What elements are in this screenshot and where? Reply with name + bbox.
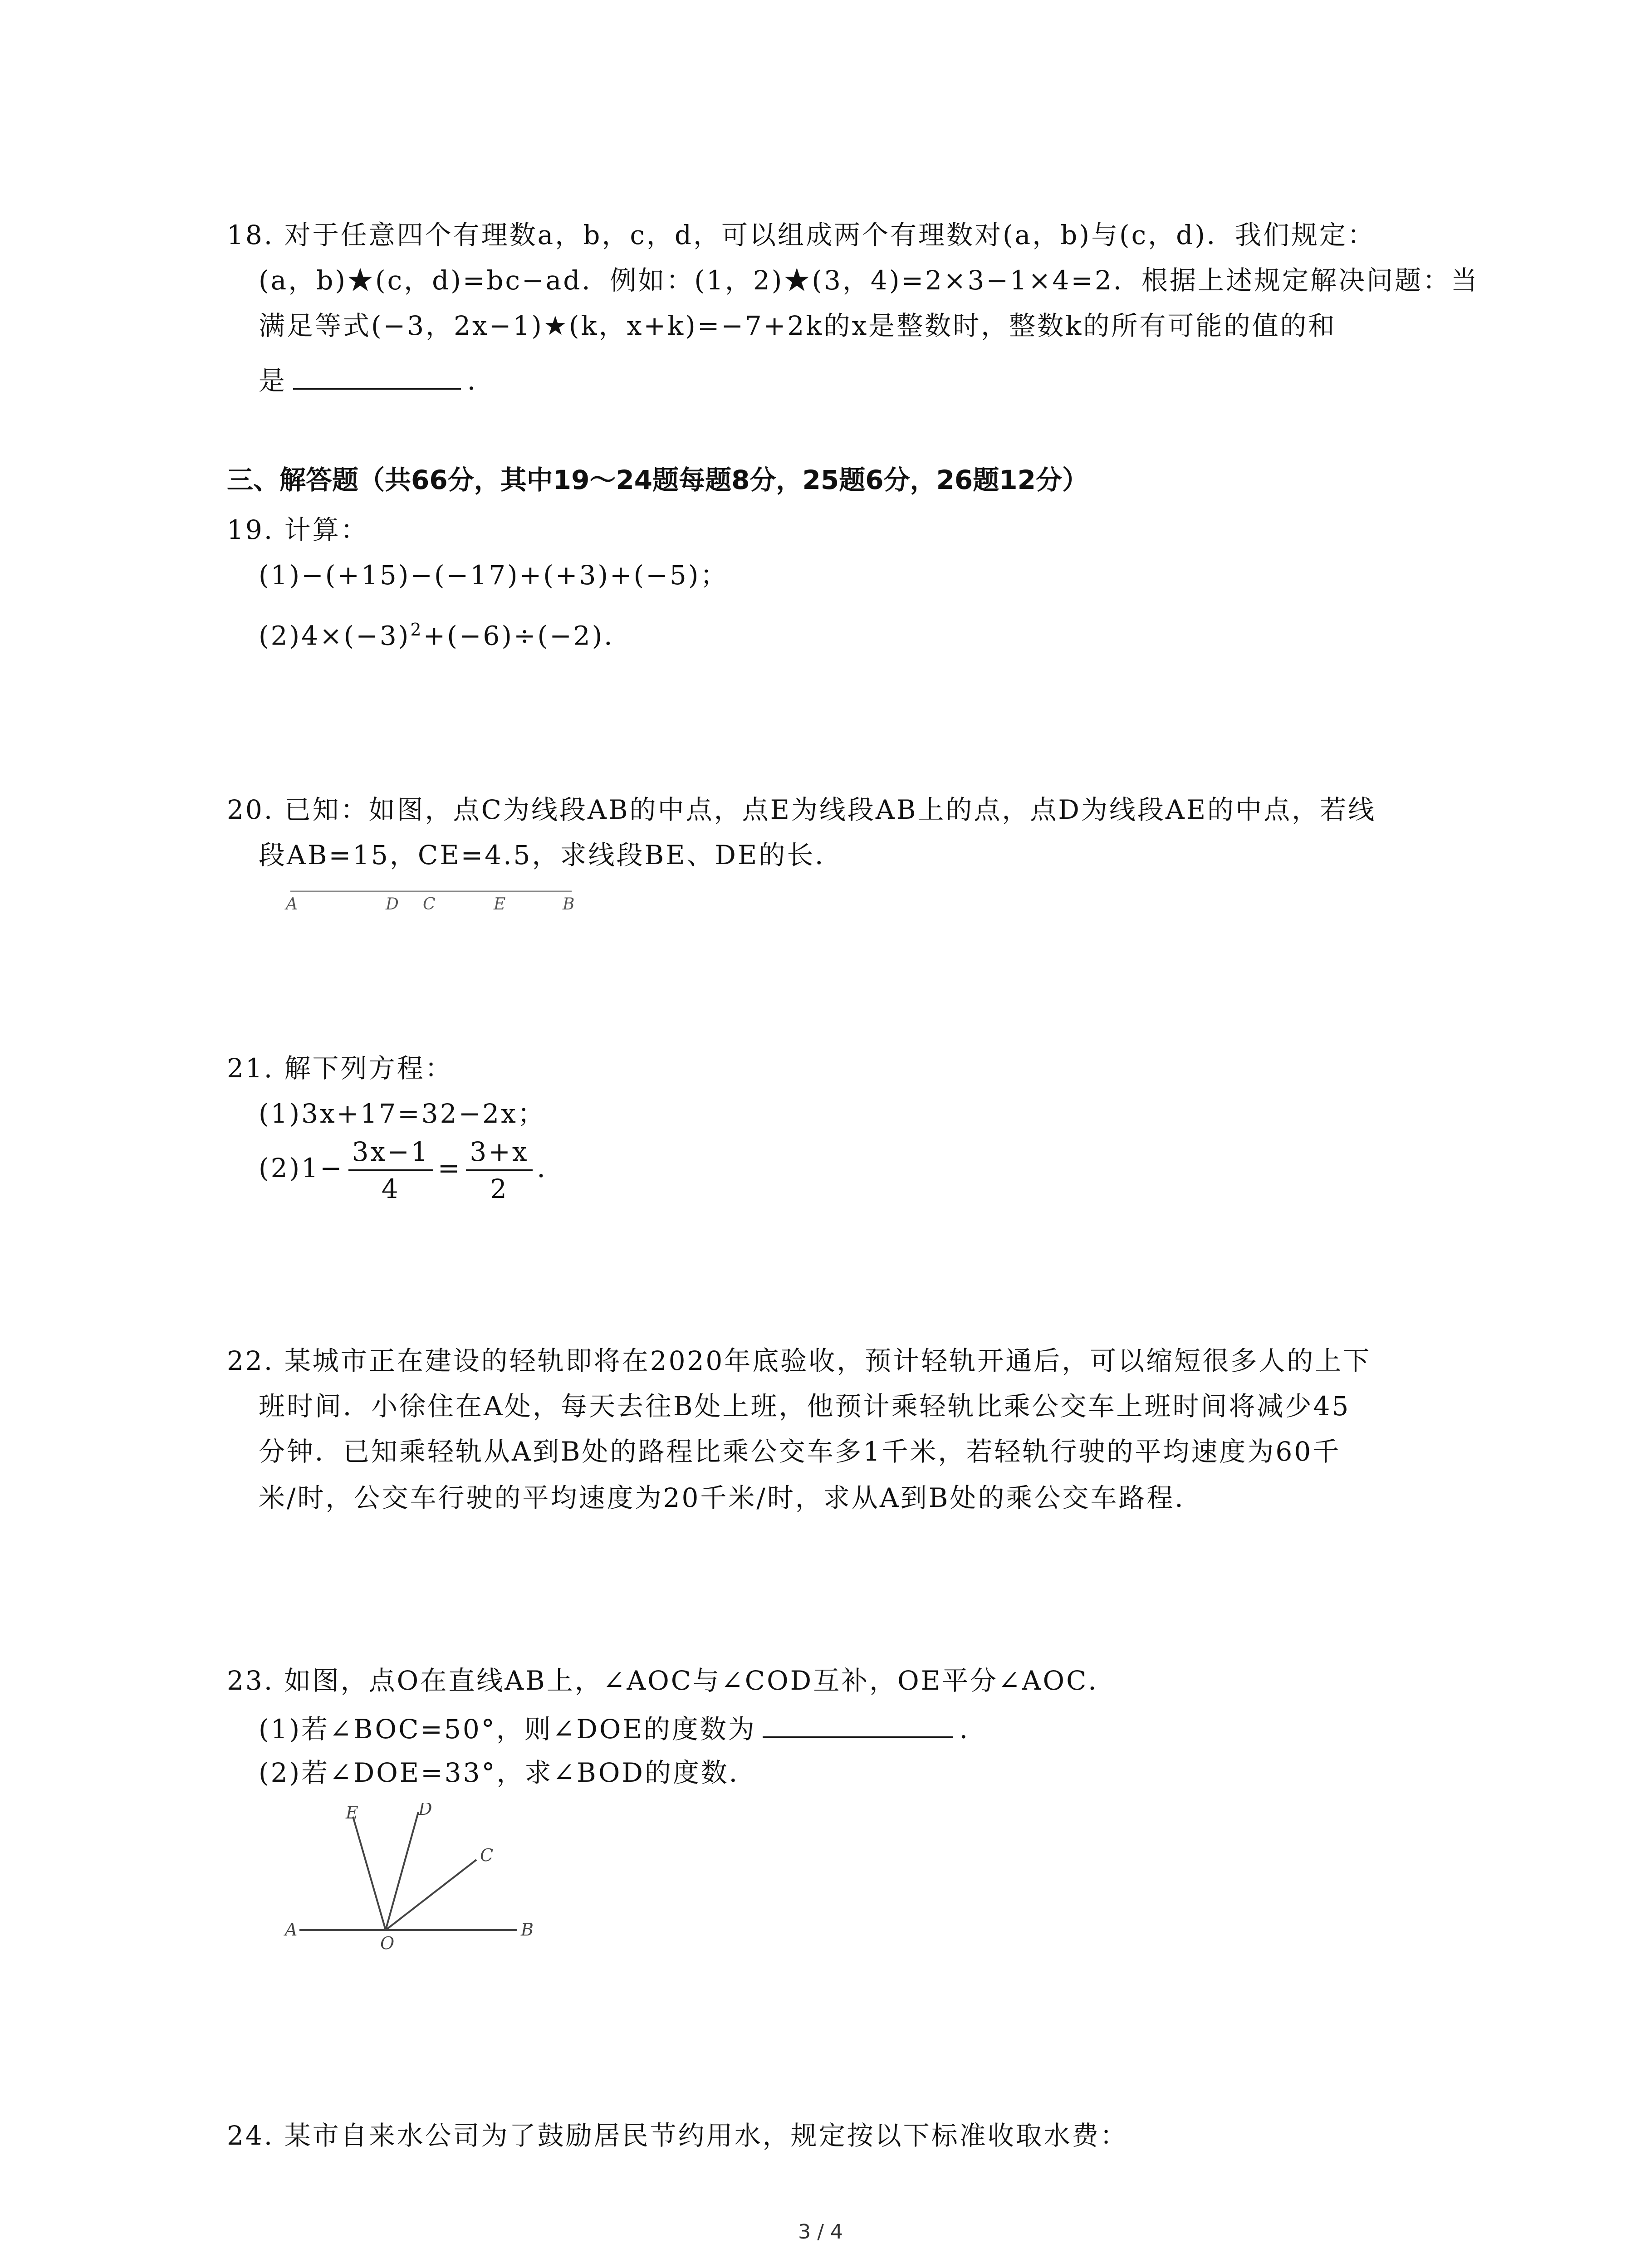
point-c-label: C (423, 895, 436, 914)
q23-part-1 (259, 1709, 988, 1747)
q21-part-2-suffix: ． (537, 1153, 565, 1184)
q23-answer-blank[interactable] (763, 1709, 953, 1738)
point-d-label: D (386, 895, 399, 914)
point-e-label: E (346, 1803, 358, 1823)
q18-line-2: (a，b)★(c，d)=bc−ad．例如：(1，2)★(3，4)=2×3−1×4=2．根据上述规定解决问题：当 (259, 265, 1479, 296)
point-a-label: A (285, 1920, 298, 1940)
q21-part-1: (1)3x+17=32−2x； (259, 1098, 546, 1129)
q21-fraction-2 (466, 1134, 532, 1207)
q22-line-2: 班时间．小徐住在A处，每天去往B处上班，他预计乘轻轨比乘公交车上班时间将减少45 (259, 1391, 1351, 1422)
q19-part-2-exponent: 2 (410, 620, 423, 640)
q18-line-4 (259, 361, 495, 399)
q19-part-2 (259, 611, 632, 654)
point-b-label: B (563, 895, 575, 914)
q22-line-3: 分钟．已知乘轻轨从A到B处的路程比乘公交车多1千米，若轻轨行驶的平均速度为60千 (259, 1436, 1341, 1467)
q23-part-2: (2)若∠DOE=33°，求∠BOD的度数． (259, 1757, 757, 1788)
q21-part-2-prefix: (2)1− (259, 1153, 344, 1184)
q21-fraction-1 (348, 1134, 433, 1207)
q22-line-1: 22. 某城市正在建设的轻轨即将在2020年底验收，预计轻轨开通后，可以缩短很多人的上下 (227, 1345, 1372, 1376)
q23-stem: 23. 如图，点O在直线AB上，∠AOC与∠COD互补，OE平分∠AOC． (227, 1665, 1117, 1696)
q21-fraction-1-denominator: 4 (381, 1173, 400, 1204)
page-number: 3 / 4 (798, 2220, 843, 2244)
ray-od (386, 1812, 418, 1930)
q19-part-2-suffix: +(−6)÷(−2)． (423, 620, 632, 651)
q19-part-2-prefix: (2)4×(−3) (259, 620, 411, 651)
q21-fraction-2-denominator: 2 (490, 1173, 509, 1204)
q19-part-1: (1)−(+15)−(−17)+(+3)+(−5)； (259, 560, 729, 591)
q20-segment-figure (272, 878, 590, 914)
q23-angle-figure (272, 1803, 544, 1957)
q20-line-2: 段AB=15，CE=4.5，求线段BE、DE的长． (259, 840, 843, 870)
q23-part-1-suffix: ． (959, 1714, 988, 1745)
section-3-title: 三、解答题（共66分，其中19～24题每题8分，25题6分，26题12分） (227, 464, 1088, 495)
ray-oe (353, 1817, 386, 1930)
q18-answer-blank[interactable] (293, 361, 461, 390)
point-d-label: D (418, 1803, 432, 1819)
point-o-label: O (380, 1933, 395, 1953)
q18-answer-prefix: 是 (259, 365, 287, 396)
q24-stem: 24. 某市自来水公司为了鼓励居民节约用水，规定按以下标准收取水费： (227, 2120, 1128, 2151)
point-e-label: E (494, 895, 506, 914)
q19-stem: 19. 计算： (227, 514, 369, 545)
q21-stem: 21. 解下列方程： (227, 1053, 453, 1084)
ray-oc (386, 1860, 476, 1930)
q18-line-1: 18. 对于任意四个有理数a，b，c，d，可以组成两个有理数对(a，b)与(c，d)．我们规定： (227, 220, 1376, 250)
q21-fraction-1-numerator: 3x−1 (348, 1134, 433, 1171)
q18-line-3: 满足等式(−3，2x−1)★(k，x+k)=−7+2k的x是整数时，整数k的所有可能的值的和 (259, 310, 1337, 341)
q21-fraction-2-numerator: 3+x (466, 1134, 532, 1171)
q18-answer-suffix: ． (467, 365, 496, 396)
q22-line-4: 米/时，公交车行驶的平均速度为20千米/时，求从A到B处的乘公交车路程． (259, 1482, 1203, 1513)
q21-equals: = (437, 1153, 462, 1184)
point-b-label: B (521, 1920, 534, 1940)
q23-part-1-prefix: (1)若∠BOC=50°，则∠DOE的度数为 (259, 1714, 756, 1745)
q20-line-1: 20. 已知：如图，点C为线段AB的中点，点E为线段AB上的点，点D为线段AE的中点，若线 (227, 794, 1376, 825)
point-c-label: C (480, 1845, 494, 1865)
point-a-label: A (286, 895, 298, 914)
q21-part-2 (259, 1134, 565, 1207)
